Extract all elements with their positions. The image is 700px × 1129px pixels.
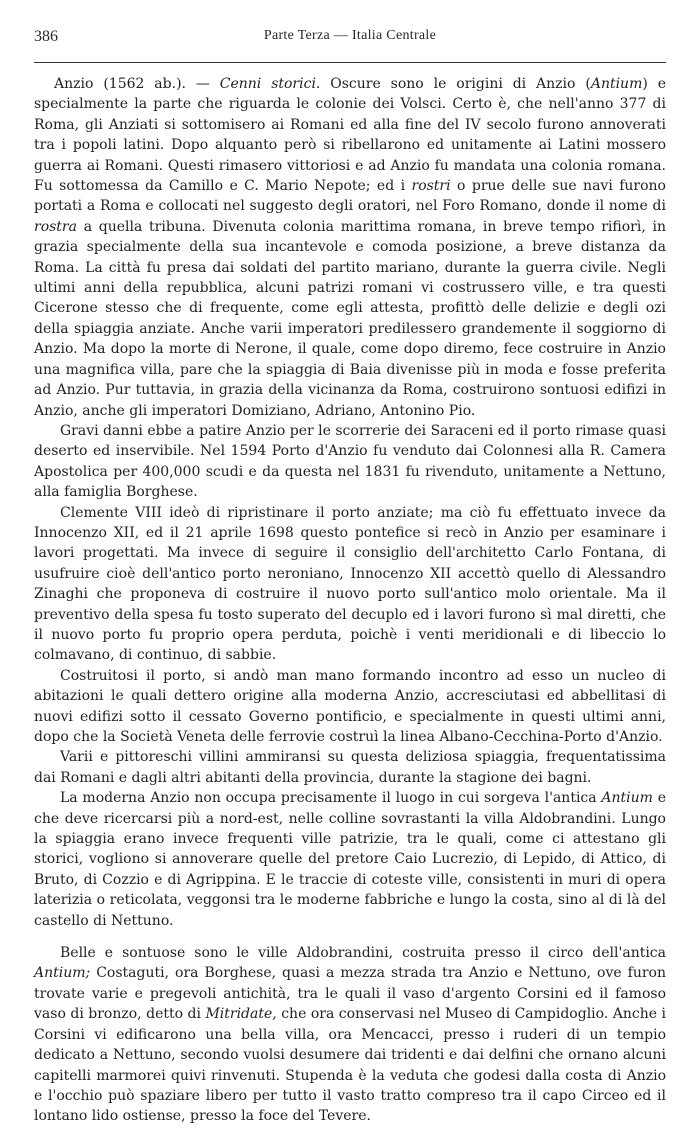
article-body [34,74,666,1127]
paragraph-villas [34,943,666,1127]
page-header [34,28,666,52]
section-title: Cenni storici. [219,76,321,92]
latin-name: Antium [601,790,653,807]
text-run: Costaguti, ora Borghese, quasi a mezza strada tra Anzio e Nettuno, ove furon trovate varie e pregevoli antichità, tra le quali il vaso d'argento Corsini ed il famoso vaso di bronzo, detto di [34,965,666,1023]
entry-subject: Anzio [54,76,94,92]
page-number: 386 [34,28,58,45]
text-run: o prue delle sue navi furono portati a Roma e collocati nel suggesto degli oratori, nel Foro Romano, donde il nome di [34,178,666,215]
paragraph-anzio-history [34,74,666,421]
text-run: che ora conservasi nel Museo di Campidoglio. Anche i Corsini vi edificarono una bella villa, ora Mencacci, presso i ruderi di un tempio dedicato a Nettuno, secondo vuolsi desumere dai tridenti e dai delfini che ornano alcuni capitelli marmorei quivi rinvenuti. Stupenda è la veduta che godesi dalla costa di Anzio e l'occhio può spaziare libero per tutto il vasto tratto compreso tra il capo Circeo ed il lontano lido ostiense, presso la foce del Tevere. [34,1006,666,1125]
text-run: Oscure sono le origini di Anzio ( [320,76,591,92]
paragraph-modern-town: Costruitosi il porto, si andò man mano formando incontro ad esso un nucleo di abitazioni le quali dettero origine alla moderna Anzio, accresciutasi ed abbellitasi di nuovi edifizi sotto il cessato Governo pontificio, e specialmente in questi ultimi anni, dopo che la Società Veneta delle ferrovie costruì la linea Albano-Cecchina-Porto d'Anzio. [34,667,666,745]
paragraph-villini: Varii e pittoreschi villini ammiransi su questa deliziosa spiaggia, frequentatissima dai Romani e dagli altri abitanti della provincia, durante la stagione dei bagni. [34,749,666,786]
text-run: La moderna Anzio non occupa precisamente il luogo in cui sorgeva l'antica [60,790,602,807]
text-run: Belle e sontuose sono le ville Aldobrandini, costruita presso il circo dell'antica [60,945,666,962]
latin-name: Antium [590,76,643,92]
text-run: ) e specialmente la parte che riguarda le colonie dei Volsci. Certo è, che nell'anno 377 di Roma, gli Anziati si sottomisero ai Romani ed alla fine del IV secolo furono annoverati tra i popoli latini. Dopo alquanto però si ribellarono ed unitamente ai Latini mossero guerra ai Romani. Questi rimasero vittoriosi e ad Anzio fu mandata una colonia romana. Fu sottomessa da Camillo e C. Mario Nepote; ed i [34,76,667,195]
entry-population: (1562 ab.). — [93,76,220,92]
paragraph-port-restoration: Clemente VIII ideò di ripristinare il porto anziate; ma ciò fu effettuato invece da Innocenzo XII, ed il 21 aprile 1698 questo pontefice si recò in Anzio per esaminare i lavori progettati. Ma invece di seguire il consiglio dell'architetto Carlo Fontana, di usufruire cioè dell'antico porto neroniano, Innocenzo XII accettò quello di Alessandro Zinaghi che proponeva di costruire il nuovo porto sull'antico molo orientale. Ma il preventivo della spesa fu tosto superato del decuplo ed i lavori furono sì mal diretti, che il nuovo porto fu proprio opera perduta, poichè i venti meridionali e di libeccio lo colmavano, di continuo, di sabbie. [34,504,666,664]
italic-term-rostra: rostra [34,218,77,235]
paragraph-saracens: Gravi danni ebbe a patire Anzio per le scorrerie dei Saraceni ed il porto rimase quasi deserto ed inservibile. Nel 1594 Porto d'Anzio fu venduto dai Colonnesi alla R. Camera Apostolica per 400,000 scudi e da questa nel 1831 fu rivenduto, unitamente a Nettuno, alla famiglia Borghese. [34,422,667,501]
paragraph-ancient-site [34,788,666,931]
italic-term-rostri: rostri [411,178,451,195]
italic-term-mitridate: Mitridate, [205,1006,277,1023]
header-rule [34,62,666,63]
running-head: Parte Terza — Italia Centrale [263,28,437,43]
text-run: e che deve ricercarsi più a nord-est, nelle colline sovrastanti la villa Aldobrandini. Lungo la spiaggia erano invece frequenti ville patrizie, tra le quali, come ci attestano gli storici, vogliono si annoverare quelle del pretore Caio Lucrezio, di Lepido, di Attico, di Bruto, di Cozzio e di Agrippina. E le traccie di coteste ville, consistenti in muri di opera laterizia o reticolata, veggonsi tra le moderne fabbriche e lungo la costa, sino al di là del castello di Nettuno. [34,790,666,929]
latin-name: Antium; [34,965,91,982]
text-run: a quella tribuna. Divenuta colonia marittima romana, in breve tempo rifiorì, in grazia specialmente della sua incantevole e comoda posizione, a breve distanza da Roma. La città fu presa dai soldati del partito mariano, durante la guerra civile. Negli ultimi anni della repubblica, alcuni patrizi romani vi costrussero ville, e tra questi Cicerone stesso che di frequente, come egli attesta, profittò delle delizie e degli ozi della spiaggia anziate. Anche varii imperatori predilessero grandemente il soggiorno di Anzio. Ma dopo la morte di Nerone, il quale, come dopo diremo, fece costruire in Anzio una magnifica villa, pare che la spiaggia di Baia divenisse più in moda e fosse preferita ad Anzio. Pur tuttavia, in grazia della vicinanza da Roma, costruirono sontuosi edifizi in Anzio, anche gli imperatori Domiziano, Adriano, Antonino Pio. [34,218,666,419]
